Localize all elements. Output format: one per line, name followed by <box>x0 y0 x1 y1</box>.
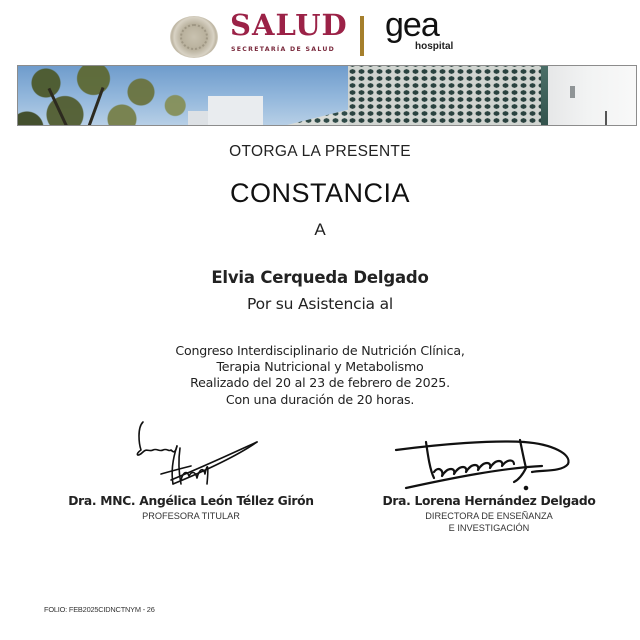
recipient-name: Elvia Cerqueda Delgado <box>211 268 429 287</box>
mexico-seal-icon <box>170 16 218 58</box>
event-line: Congreso Interdisciplinario de Nutrición Clínica, <box>175 343 465 358</box>
to-text: A <box>314 220 326 239</box>
signature-block-left <box>41 495 341 522</box>
building-block <box>208 96 263 126</box>
logo-divider <box>360 16 364 56</box>
header-logos <box>0 0 640 62</box>
event-line: Terapia Nutricional y Metabolismo <box>216 359 424 374</box>
folio-number: FOLIO: FEB2025CIDNCTNYM - 26 <box>44 605 155 614</box>
signature-left-icon <box>125 418 260 490</box>
light-pole <box>605 111 607 126</box>
white-building <box>548 66 637 126</box>
gea-logo-word: gea <box>385 6 439 44</box>
signer-title: E INVESTIGACIÓN <box>448 522 530 533</box>
perforated-facade <box>348 65 548 126</box>
signer-title: PROFESORA TITULAR <box>142 511 240 522</box>
signer-name: Dra. Lorena Hernández Delgado <box>382 494 596 508</box>
glass-column <box>541 66 548 126</box>
hospital-banner-image <box>17 65 637 126</box>
event-line: Realizado del 20 al 23 de febrero de 2025. <box>190 375 450 390</box>
salud-logo-word: SALUD <box>230 8 348 42</box>
certificate-title: CONSTANCIA <box>229 178 410 208</box>
building-window <box>570 86 575 98</box>
tree-foliage <box>17 65 198 126</box>
signer-title: DIRECTORA DE ENSEÑANZA <box>425 511 553 522</box>
reason-text: Por su Asistencia al <box>247 295 393 313</box>
salud-logo-subtitle: SECRETARÍA DE SALUD <box>231 46 336 53</box>
signature-block-right <box>339 495 639 533</box>
signature-right-icon <box>392 436 577 496</box>
intro-text: OTORGA LA PRESENTE <box>229 143 411 160</box>
event-line: Con una duración de 20 horas. <box>225 392 415 407</box>
signer-name: Dra. MNC. Angélica León Téllez Girón <box>68 494 314 508</box>
gea-logo-subtitle: hospital <box>415 41 454 52</box>
